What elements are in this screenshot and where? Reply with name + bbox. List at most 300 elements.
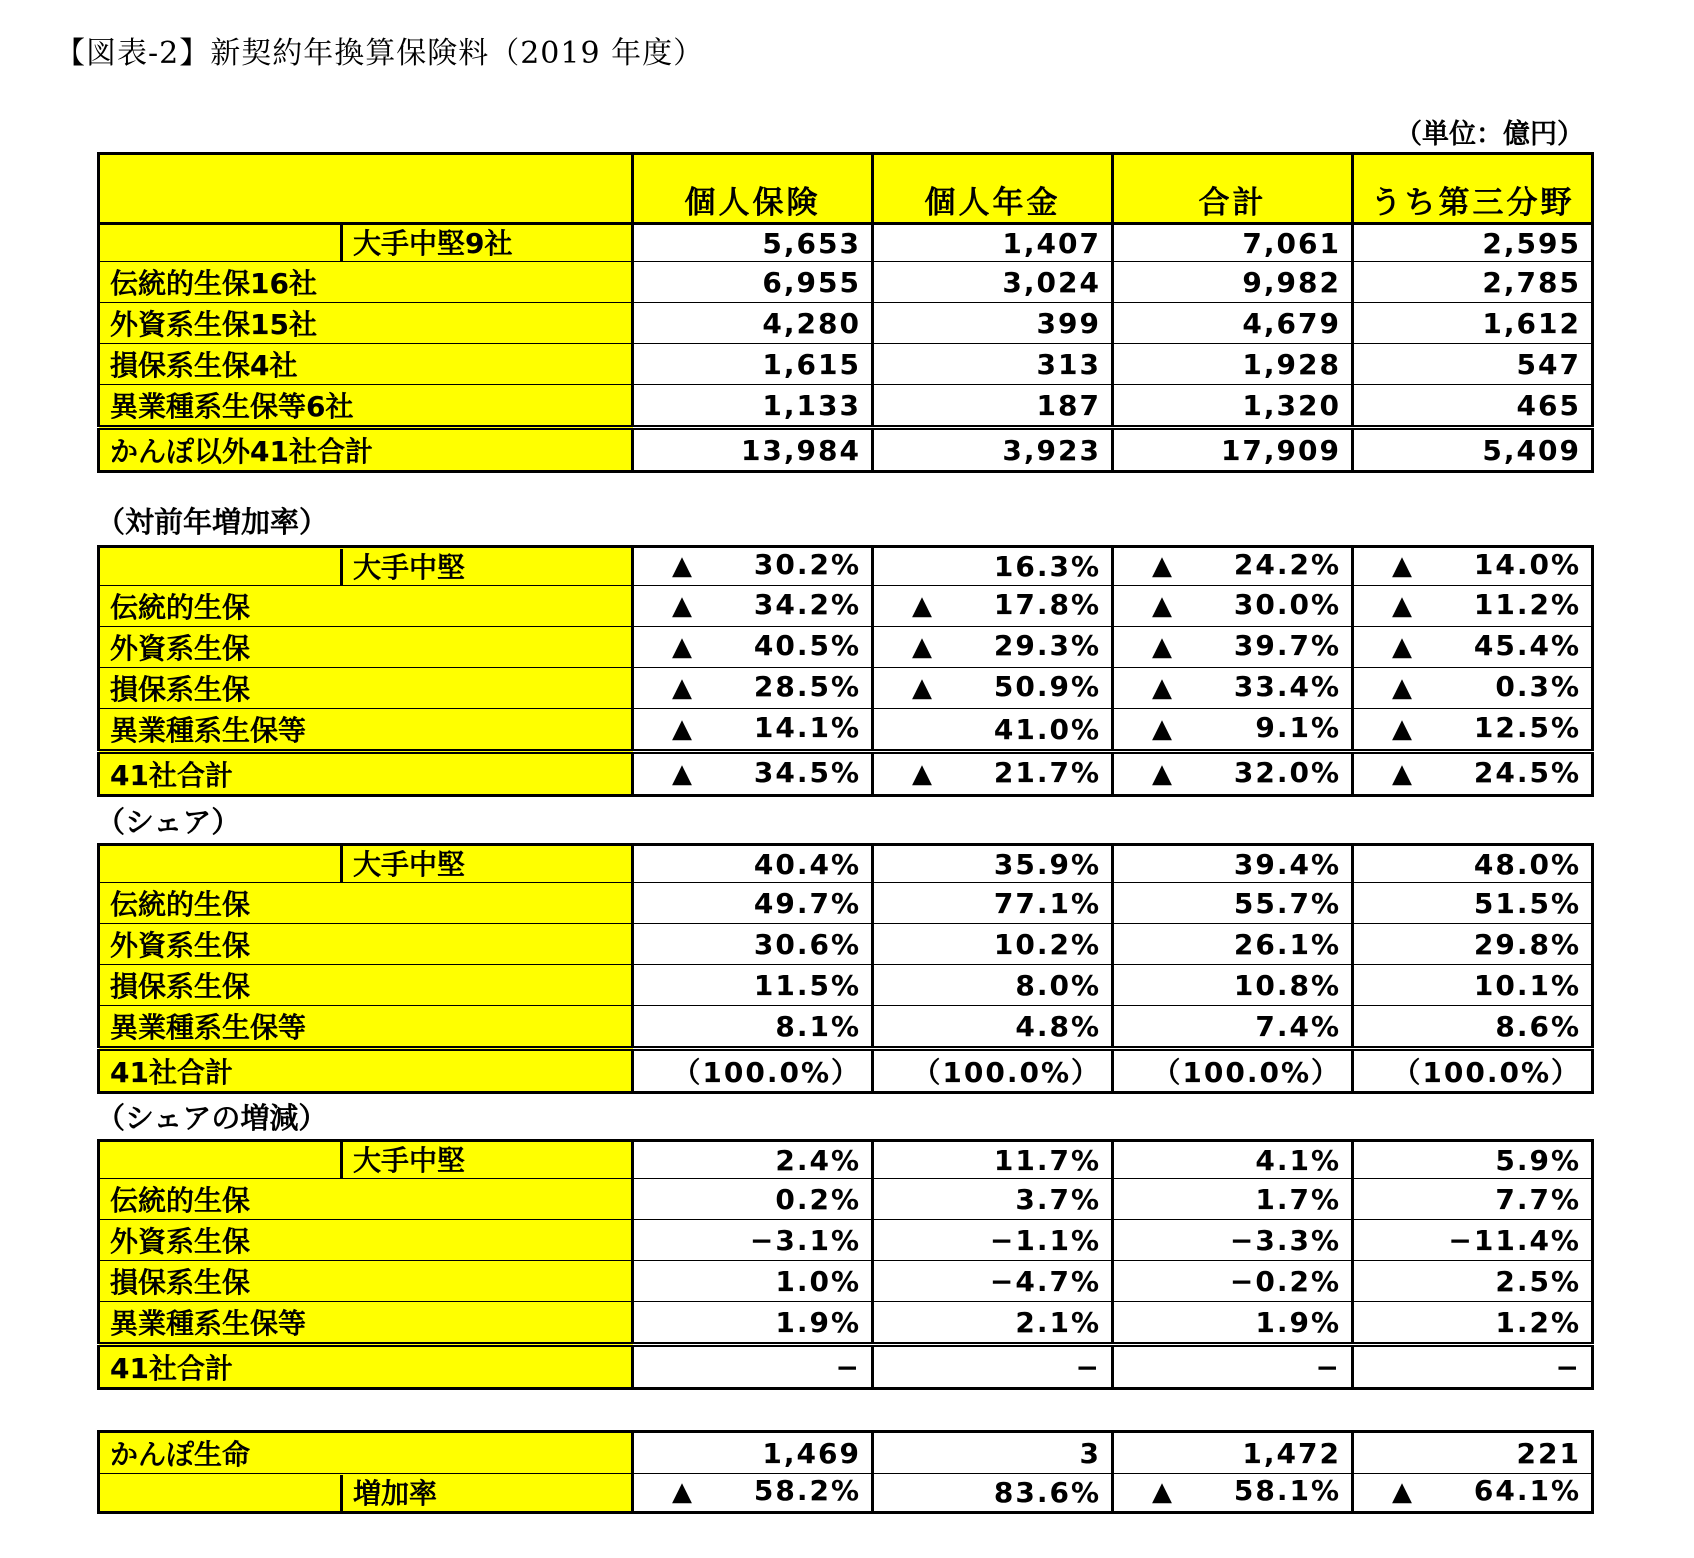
value-text: 3,923 bbox=[1002, 433, 1101, 467]
value-text: 17.8% bbox=[993, 587, 1101, 621]
triangle-icon: ▲ bbox=[672, 590, 694, 621]
row-label: 異業種系生保等 bbox=[99, 1006, 633, 1049]
table-row bbox=[99, 262, 1593, 303]
row-label: かんぽ以外41社合計 bbox=[99, 428, 633, 472]
table-row bbox=[99, 845, 1593, 883]
value-text: 41.0% bbox=[993, 712, 1101, 746]
value-text: 9.1% bbox=[1255, 710, 1341, 744]
value-text: 50.9% bbox=[993, 669, 1101, 703]
value-text: 49.7% bbox=[753, 886, 861, 920]
triangle-icon: ▲ bbox=[672, 672, 694, 703]
value-cell bbox=[1113, 586, 1353, 627]
table-row bbox=[99, 627, 1593, 668]
value-cell bbox=[1113, 1220, 1353, 1261]
value-cell bbox=[873, 547, 1113, 586]
value-cell bbox=[873, 586, 1113, 627]
triangle-icon: ▲ bbox=[912, 672, 934, 703]
table-row bbox=[99, 1179, 1593, 1220]
value-cell bbox=[873, 1220, 1113, 1261]
value-cell bbox=[1113, 668, 1353, 709]
triangle-icon: ▲ bbox=[1152, 590, 1174, 621]
value-cell bbox=[1353, 1261, 1593, 1302]
header-corner bbox=[99, 154, 633, 224]
value-text: 399 bbox=[1036, 306, 1101, 340]
table-row bbox=[99, 1474, 1593, 1513]
value-cell bbox=[633, 965, 873, 1006]
value-text: 55.7% bbox=[1233, 886, 1341, 920]
table-row bbox=[99, 428, 1593, 472]
triangle-icon: ▲ bbox=[1392, 590, 1414, 621]
value-text: 40.4% bbox=[753, 847, 861, 881]
row-label: 伝統的生保 bbox=[99, 586, 633, 627]
value-text: 1,928 bbox=[1242, 347, 1341, 381]
row-label-text: 大手中堅 bbox=[340, 549, 475, 585]
triangle-icon: ▲ bbox=[912, 758, 934, 789]
value-cell bbox=[633, 709, 873, 752]
value-cell bbox=[633, 883, 873, 924]
value-text: 4.8% bbox=[1015, 1009, 1101, 1043]
value-text: 2.5% bbox=[1495, 1264, 1581, 1298]
value-cell bbox=[1353, 883, 1593, 924]
value-text: 10.2% bbox=[993, 927, 1101, 961]
value-text: 29.3% bbox=[993, 628, 1101, 662]
value-cell bbox=[1353, 1141, 1593, 1179]
value-text: 12.5% bbox=[1473, 710, 1581, 744]
value-cell bbox=[873, 428, 1113, 472]
triangle-icon: ▲ bbox=[1152, 758, 1174, 789]
value-cell bbox=[873, 924, 1113, 965]
value-cell bbox=[873, 883, 1113, 924]
value-text: 17,909 bbox=[1220, 433, 1341, 467]
value-cell bbox=[1353, 1220, 1593, 1261]
value-cell bbox=[873, 965, 1113, 1006]
value-cell bbox=[1113, 1432, 1353, 1474]
triangle-icon: ▲ bbox=[1152, 1477, 1174, 1507]
row-label bbox=[99, 845, 633, 883]
value-cell bbox=[873, 627, 1113, 668]
row-label bbox=[99, 224, 633, 262]
value-cell bbox=[873, 385, 1113, 428]
value-cell bbox=[873, 1141, 1113, 1179]
value-cell bbox=[633, 1141, 873, 1179]
value-text: 35.9% bbox=[993, 847, 1101, 881]
value-cell bbox=[873, 1345, 1113, 1389]
value-cell bbox=[873, 752, 1113, 796]
value-text: 1.0% bbox=[775, 1264, 861, 1298]
value-text: （100.0%） bbox=[1392, 1056, 1581, 1089]
value-cell bbox=[1113, 303, 1353, 344]
kampo-table bbox=[97, 1430, 1594, 1514]
table-row bbox=[99, 965, 1593, 1006]
amounts-table bbox=[97, 152, 1594, 473]
row-label: 損保系生保 bbox=[99, 668, 633, 709]
value-text: 30.2% bbox=[753, 548, 861, 581]
value-text: 0.2% bbox=[775, 1182, 861, 1216]
value-text: 313 bbox=[1036, 347, 1101, 381]
table-row bbox=[99, 224, 1593, 262]
table-row bbox=[99, 668, 1593, 709]
table-row bbox=[99, 1261, 1593, 1302]
value-text: 1,407 bbox=[1002, 226, 1101, 260]
value-cell bbox=[633, 1261, 873, 1302]
value-text: （100.0%） bbox=[912, 1056, 1101, 1089]
value-text: 11.7% bbox=[993, 1143, 1101, 1177]
value-cell bbox=[1353, 344, 1593, 385]
value-cell bbox=[1353, 428, 1593, 472]
triangle-icon: ▲ bbox=[1152, 713, 1174, 744]
value-cell bbox=[633, 1049, 873, 1093]
triangle-icon: ▲ bbox=[1152, 551, 1174, 581]
table-row bbox=[99, 883, 1593, 924]
value-cell bbox=[633, 547, 873, 586]
value-text: 7,061 bbox=[1242, 226, 1341, 260]
value-text: 1,615 bbox=[762, 347, 861, 381]
triangle-icon: ▲ bbox=[1392, 758, 1414, 789]
table-row bbox=[99, 709, 1593, 752]
value-text: 14.1% bbox=[753, 710, 861, 744]
section-label-growth: （対前年増加率） bbox=[96, 505, 329, 539]
value-text: 16.3% bbox=[993, 550, 1101, 583]
value-text: 4,280 bbox=[762, 306, 861, 340]
row-label: 損保系生保 bbox=[99, 965, 633, 1006]
value-cell bbox=[633, 924, 873, 965]
triangle-icon: ▲ bbox=[672, 713, 694, 744]
value-cell bbox=[633, 428, 873, 472]
table-row bbox=[99, 1049, 1593, 1093]
value-text: 1.9% bbox=[775, 1305, 861, 1339]
value-text: 6,955 bbox=[762, 265, 861, 299]
table-row bbox=[99, 303, 1593, 344]
row-label: 異業種系生保等 bbox=[99, 1302, 633, 1345]
table-row bbox=[99, 1432, 1593, 1474]
value-text: 1,320 bbox=[1242, 388, 1341, 422]
value-cell bbox=[1113, 883, 1353, 924]
value-text: − bbox=[835, 1350, 861, 1384]
section-label-share-change: （シェアの増減） bbox=[96, 1101, 328, 1135]
value-text: 32.0% bbox=[1233, 755, 1341, 789]
value-cell bbox=[1113, 344, 1353, 385]
value-text: 58.1% bbox=[1233, 1474, 1341, 1507]
value-text: 8.0% bbox=[1015, 968, 1101, 1002]
row-label: 伝統的生保 bbox=[99, 883, 633, 924]
value-cell bbox=[873, 303, 1113, 344]
value-cell bbox=[633, 1220, 873, 1261]
table-row bbox=[99, 924, 1593, 965]
value-cell bbox=[873, 1179, 1113, 1220]
value-cell bbox=[1113, 385, 1353, 428]
value-text: 77.1% bbox=[993, 886, 1101, 920]
value-text: 29.8% bbox=[1473, 927, 1581, 961]
value-text: − bbox=[1075, 1350, 1101, 1384]
row-label: 41社合計 bbox=[99, 1049, 633, 1093]
value-cell bbox=[1113, 262, 1353, 303]
value-text: 1.7% bbox=[1255, 1182, 1341, 1216]
figure-title: 【図表-2】新契約年換算保険料（2019 年度） bbox=[55, 36, 705, 71]
value-cell bbox=[1353, 1345, 1593, 1389]
value-text: （100.0%） bbox=[672, 1056, 861, 1089]
row-label-text: 大手中堅9社 bbox=[340, 225, 522, 261]
value-cell bbox=[1353, 752, 1593, 796]
value-text: 1,133 bbox=[762, 388, 861, 422]
value-cell bbox=[633, 668, 873, 709]
row-label-text: 大手中堅 bbox=[340, 1142, 475, 1178]
value-text: 64.1% bbox=[1473, 1474, 1581, 1507]
column-header: 個人保険 bbox=[633, 154, 873, 224]
value-text: 8.6% bbox=[1495, 1009, 1581, 1043]
value-cell bbox=[1113, 627, 1353, 668]
value-cell bbox=[1353, 627, 1593, 668]
value-text: 21.7% bbox=[993, 755, 1101, 789]
value-text: 58.2% bbox=[753, 1474, 861, 1507]
row-label: 外資系生保 bbox=[99, 1220, 633, 1261]
value-cell bbox=[1353, 1432, 1593, 1474]
value-text: 30.0% bbox=[1233, 587, 1341, 621]
value-text: 11.5% bbox=[753, 968, 861, 1002]
value-text: 24.2% bbox=[1233, 548, 1341, 581]
value-text: 13,984 bbox=[740, 433, 861, 467]
value-text: 39.7% bbox=[1233, 628, 1341, 662]
value-text: −4.7% bbox=[989, 1264, 1101, 1298]
value-cell bbox=[1353, 586, 1593, 627]
value-cell bbox=[873, 668, 1113, 709]
value-cell bbox=[633, 1345, 873, 1389]
value-cell bbox=[1353, 385, 1593, 428]
value-cell bbox=[1113, 547, 1353, 586]
value-cell bbox=[633, 262, 873, 303]
value-text: （100.0%） bbox=[1152, 1056, 1341, 1089]
value-text: 26.1% bbox=[1233, 927, 1341, 961]
value-cell bbox=[873, 1006, 1113, 1049]
row-label-text: 大手中堅 bbox=[340, 846, 475, 882]
table-row bbox=[99, 586, 1593, 627]
row-label: 外資系生保 bbox=[99, 627, 633, 668]
triangle-icon: ▲ bbox=[672, 551, 694, 581]
value-cell bbox=[1113, 752, 1353, 796]
value-cell bbox=[1353, 1049, 1593, 1093]
value-text: 51.5% bbox=[1473, 886, 1581, 920]
value-cell bbox=[1113, 709, 1353, 752]
value-text: 9,982 bbox=[1242, 265, 1341, 299]
value-cell bbox=[873, 1432, 1113, 1474]
value-text: 5,409 bbox=[1482, 433, 1581, 467]
value-text: 28.5% bbox=[753, 669, 861, 703]
value-text: 40.5% bbox=[753, 628, 861, 662]
share-table bbox=[97, 843, 1594, 1094]
value-cell bbox=[633, 303, 873, 344]
value-cell bbox=[633, 1006, 873, 1049]
row-label: 損保系生保4社 bbox=[99, 344, 633, 385]
value-cell bbox=[633, 1432, 873, 1474]
value-cell bbox=[1113, 224, 1353, 262]
value-text: 1,472 bbox=[1242, 1436, 1341, 1470]
triangle-icon: ▲ bbox=[672, 1477, 694, 1507]
value-cell bbox=[1113, 1049, 1353, 1093]
table-row bbox=[99, 344, 1593, 385]
row-label: かんぽ生命 bbox=[99, 1432, 633, 1474]
triangle-icon: ▲ bbox=[912, 590, 934, 621]
value-cell bbox=[633, 1474, 873, 1513]
value-cell bbox=[1113, 1261, 1353, 1302]
value-cell bbox=[633, 344, 873, 385]
table-row bbox=[99, 547, 1593, 586]
value-cell bbox=[1113, 1345, 1353, 1389]
value-cell bbox=[1353, 1006, 1593, 1049]
column-header: うち第三分野 bbox=[1353, 154, 1593, 224]
triangle-icon: ▲ bbox=[1392, 713, 1414, 744]
value-text: 2.1% bbox=[1015, 1305, 1101, 1339]
value-cell bbox=[633, 224, 873, 262]
value-text: 39.4% bbox=[1233, 847, 1341, 881]
row-label: 異業種系生保等6社 bbox=[99, 385, 633, 428]
share-change-table bbox=[97, 1139, 1594, 1390]
value-text: 10.1% bbox=[1473, 968, 1581, 1002]
value-cell bbox=[1353, 924, 1593, 965]
value-text: 3 bbox=[1079, 1436, 1101, 1470]
row-label bbox=[99, 1141, 633, 1179]
value-cell bbox=[633, 627, 873, 668]
value-text: 45.4% bbox=[1473, 628, 1581, 662]
row-label-text: 増加率 bbox=[340, 1475, 447, 1511]
value-cell bbox=[1113, 1141, 1353, 1179]
value-cell bbox=[1113, 965, 1353, 1006]
value-text: 34.2% bbox=[753, 587, 861, 621]
triangle-icon: ▲ bbox=[1392, 672, 1414, 703]
value-cell bbox=[1353, 547, 1593, 586]
value-text: − bbox=[1555, 1350, 1581, 1384]
value-cell bbox=[1353, 1474, 1593, 1513]
value-text: 3.7% bbox=[1015, 1182, 1101, 1216]
value-text: 2,595 bbox=[1482, 226, 1581, 260]
value-text: 5.9% bbox=[1495, 1143, 1581, 1177]
section-label-share: （シェア） bbox=[96, 805, 241, 839]
table-row bbox=[99, 752, 1593, 796]
value-cell bbox=[1353, 709, 1593, 752]
value-cell bbox=[633, 1302, 873, 1345]
triangle-icon: ▲ bbox=[1152, 631, 1174, 662]
value-cell bbox=[1113, 1474, 1353, 1513]
value-cell bbox=[873, 1049, 1113, 1093]
value-text: 10.8% bbox=[1233, 968, 1341, 1002]
table-row bbox=[99, 1006, 1593, 1049]
value-text: 1.9% bbox=[1255, 1305, 1341, 1339]
value-text: 187 bbox=[1036, 388, 1101, 422]
value-text: 30.6% bbox=[753, 927, 861, 961]
value-cell bbox=[1113, 1179, 1353, 1220]
value-cell bbox=[873, 1302, 1113, 1345]
triangle-icon: ▲ bbox=[1152, 672, 1174, 703]
value-text: −1.1% bbox=[989, 1223, 1101, 1257]
value-text: 1,612 bbox=[1482, 306, 1581, 340]
value-text: 221 bbox=[1516, 1436, 1581, 1470]
value-cell bbox=[633, 845, 873, 883]
value-text: −0.2% bbox=[1229, 1264, 1341, 1298]
value-cell bbox=[873, 344, 1113, 385]
value-cell bbox=[1113, 1006, 1353, 1049]
value-text: 4,679 bbox=[1242, 306, 1341, 340]
unit-label: （単位：億円） bbox=[1395, 119, 1584, 150]
row-label: 外資系生保 bbox=[99, 924, 633, 965]
triangle-icon: ▲ bbox=[1392, 631, 1414, 662]
value-text: 83.6% bbox=[993, 1476, 1101, 1509]
triangle-icon: ▲ bbox=[1392, 1477, 1414, 1507]
row-label: 損保系生保 bbox=[99, 1261, 633, 1302]
row-label: 伝統的生保16社 bbox=[99, 262, 633, 303]
value-text: 4.1% bbox=[1255, 1143, 1341, 1177]
value-cell bbox=[873, 1261, 1113, 1302]
row-label: 異業種系生保等 bbox=[99, 709, 633, 752]
value-cell bbox=[633, 1179, 873, 1220]
value-cell bbox=[633, 385, 873, 428]
value-cell bbox=[873, 1474, 1113, 1513]
triangle-icon: ▲ bbox=[672, 631, 694, 662]
value-cell bbox=[1353, 1302, 1593, 1345]
value-cell bbox=[873, 262, 1113, 303]
value-cell bbox=[1353, 262, 1593, 303]
value-text: 2,785 bbox=[1482, 265, 1581, 299]
value-cell bbox=[1353, 965, 1593, 1006]
row-label bbox=[99, 547, 633, 586]
value-text: −3.3% bbox=[1229, 1223, 1341, 1257]
value-cell bbox=[1113, 1302, 1353, 1345]
value-text: 8.1% bbox=[775, 1009, 861, 1043]
row-label: 外資系生保15社 bbox=[99, 303, 633, 344]
column-header: 個人年金 bbox=[873, 154, 1113, 224]
row-label: 41社合計 bbox=[99, 752, 633, 796]
value-cell bbox=[1353, 1179, 1593, 1220]
column-header: 合計 bbox=[1113, 154, 1353, 224]
table-row bbox=[99, 1345, 1593, 1389]
value-text: −11.4% bbox=[1448, 1223, 1581, 1257]
value-text: 33.4% bbox=[1233, 669, 1341, 703]
value-text: 7.4% bbox=[1255, 1009, 1341, 1043]
value-text: −3.1% bbox=[749, 1223, 861, 1257]
value-text: 547 bbox=[1516, 347, 1581, 381]
value-text: 11.2% bbox=[1473, 587, 1581, 621]
value-text: 5,653 bbox=[762, 226, 861, 260]
value-cell bbox=[1353, 224, 1593, 262]
value-cell bbox=[633, 586, 873, 627]
value-text: 1.2% bbox=[1495, 1305, 1581, 1339]
value-text: 14.0% bbox=[1473, 548, 1581, 581]
value-text: 24.5% bbox=[1473, 755, 1581, 789]
value-cell bbox=[633, 752, 873, 796]
row-label: 伝統的生保 bbox=[99, 1179, 633, 1220]
value-cell bbox=[1113, 428, 1353, 472]
growth-table bbox=[97, 545, 1594, 797]
value-cell bbox=[873, 845, 1113, 883]
column-header-row bbox=[99, 154, 1593, 224]
value-text: 3,024 bbox=[1002, 265, 1101, 299]
row-label bbox=[99, 1474, 633, 1513]
value-text: 2.4% bbox=[775, 1143, 861, 1177]
value-text: 34.5% bbox=[753, 755, 861, 789]
value-cell bbox=[873, 224, 1113, 262]
value-cell bbox=[1353, 845, 1593, 883]
table-row bbox=[99, 385, 1593, 428]
table-row bbox=[99, 1220, 1593, 1261]
triangle-icon: ▲ bbox=[1392, 551, 1414, 581]
table-row bbox=[99, 1141, 1593, 1179]
value-text: 465 bbox=[1516, 388, 1581, 422]
value-text: 48.0% bbox=[1473, 847, 1581, 881]
value-text: − bbox=[1315, 1350, 1341, 1384]
value-text: 0.3% bbox=[1495, 669, 1581, 703]
value-cell bbox=[1353, 668, 1593, 709]
row-label: 41社合計 bbox=[99, 1345, 633, 1389]
value-cell bbox=[1113, 924, 1353, 965]
value-cell bbox=[873, 709, 1113, 752]
value-text: 7.7% bbox=[1495, 1182, 1581, 1216]
